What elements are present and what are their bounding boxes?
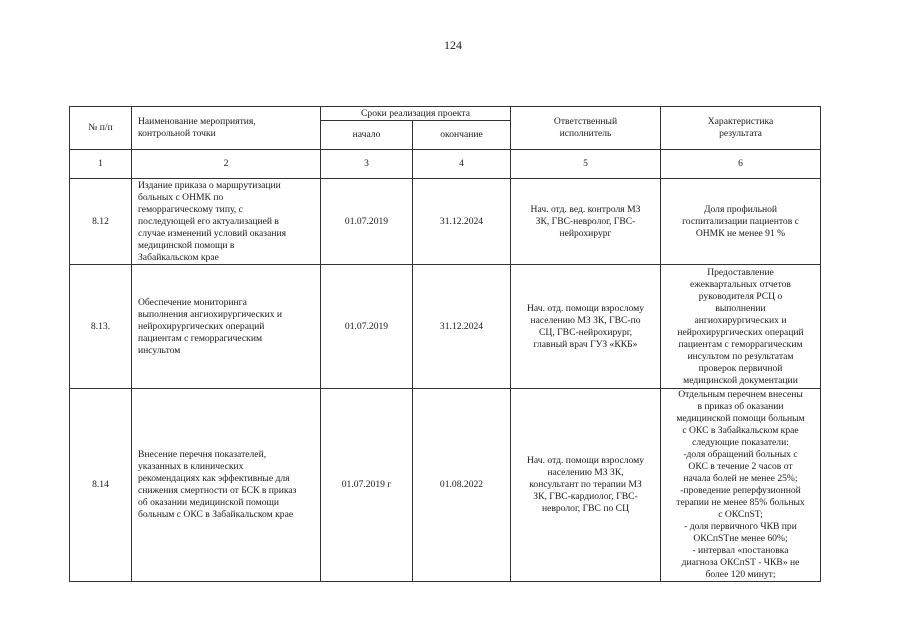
- table-row: [70, 265, 821, 389]
- table-header-row: [70, 107, 821, 121]
- row-responsible: Нач. отд. вед. контроля МЗ ЗК, ГВС-невролог, ГВС- нейрохирург: [511, 179, 661, 265]
- row-number: 8.14: [70, 389, 132, 582]
- row-start-date: 01.07.2019 г: [321, 389, 413, 582]
- column-number: 3: [321, 150, 413, 179]
- row-number: 8.12: [70, 179, 132, 265]
- header-result: Характеристика результата: [661, 107, 821, 150]
- row-name: Издание приказа о маршрутизации больных с ОНМК по геморрагическому типу, с последующей его актуализацией в случае изменений условий оказания медицинской помощи в Забайкальском крае: [132, 179, 321, 265]
- table-row: [70, 179, 821, 265]
- page-number: 124: [444, 38, 462, 52]
- column-numbers-row: [70, 150, 821, 179]
- row-start-date: 01.07.2019: [321, 179, 413, 265]
- row-name: Обеспечение мониторинга выполнения ангиохирургических и нейрохирургических операций пациентам с геморрагическим инсультом: [132, 265, 321, 389]
- column-number: 6: [661, 150, 821, 179]
- row-end-date: 31.12.2024: [413, 265, 511, 389]
- table-row: [70, 389, 821, 582]
- row-result: Отдельным перечнем внесены в приказ об оказании медицинской помощи больным с ОКС в Забайкальском крае следующие показатели: -доля обращений больных с ОКС в течение 2 часов от начала болей не менее 25%; -проведение реперфузионной терапии не менее 85% больных с ОКСпST; - доля первичного ЧКВ при ОКСпSTне менее 60%; - интервал «постановка диагноза ОКСпST - ЧКВ» не более 120 минут;: [661, 389, 821, 582]
- column-number: 2: [132, 150, 321, 179]
- header-responsible: Ответственный исполнитель: [511, 107, 661, 150]
- header-number: № п/п: [70, 107, 132, 150]
- row-start-date: 01.07.2019: [321, 265, 413, 389]
- header-start: начало: [321, 121, 413, 150]
- row-end-date: 01.08.2022: [413, 389, 511, 582]
- column-number: 1: [70, 150, 132, 179]
- row-result: Предоставление ежеквартальных отчетов руководителя РСЦ о выполнении ангиохирургических и нейрохирургических операций пациентам с геморрагическим инсультом по результатам проверок первичной медицинской документации: [661, 265, 821, 389]
- row-number: 8.13.: [70, 265, 132, 389]
- activity-table: [69, 106, 821, 582]
- column-number: 5: [511, 150, 661, 179]
- row-responsible: Нач. отд. помощи взрослому населению МЗ ЗК, ГВС-по СЦ, ГВС-нейрохирург, главный врач ГУЗ «ККБ»: [511, 265, 661, 389]
- header-name: Наименование мероприятия, контрольной точки: [132, 107, 321, 150]
- header-terms: Сроки реализация проекта: [321, 107, 511, 121]
- row-name: Внесение перечня показателей, указанных в клинических рекомендациях как эффективные для снижения смертности от БСК в приказ об оказании медицинской помощи больным с ОКС в Забайкальском крае: [132, 389, 321, 582]
- header-end: окончание: [413, 121, 511, 150]
- column-number: 4: [413, 150, 511, 179]
- row-end-date: 31.12.2024: [413, 179, 511, 265]
- row-responsible: Нач. отд. помощи взрослому населению МЗ ЗК, консультант по терапии МЗ ЗК, ГВС-кардиолог, ГВС- невролог, ГВС по СЦ: [511, 389, 661, 582]
- row-result: Доля профильной госпитализации пациентов с ОНМК не менее 91 %: [661, 179, 821, 265]
